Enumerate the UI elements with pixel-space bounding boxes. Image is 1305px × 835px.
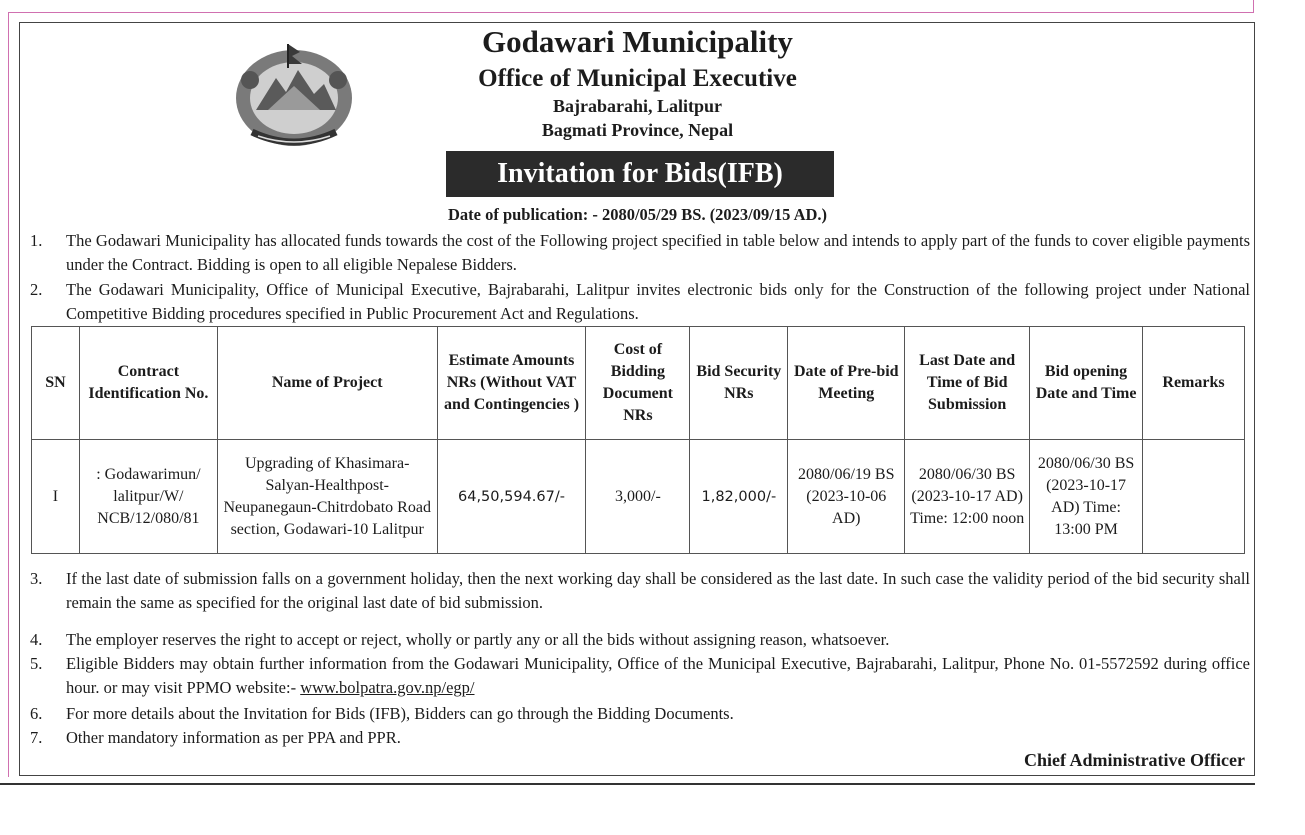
cell-contract-id: : Godawarimun/ lalitpur/W/ NCB/12/080/81 bbox=[79, 440, 217, 554]
header-estimate: Estimate Amounts NRs (Without VAT and Contingencies ) bbox=[437, 327, 586, 440]
item-number: 5. bbox=[30, 654, 43, 673]
header-contract-id: Contract Identification No. bbox=[79, 327, 217, 440]
header-bid-opening: Bid opening Date and Time bbox=[1030, 327, 1143, 440]
item-text: For more details about the Invitation for Bids (IFB), Bidders can go through the Bidding Documents. bbox=[66, 704, 734, 723]
item-text: The Godawari Municipality, Office of Municipal Executive, Bajrabarahi, Lalitpur invites electronic bids only for the Construction of the following project under National Competitive Bidding procedures specified in Public Procurement Act and Regulations. bbox=[66, 280, 1250, 323]
organization-name: Godawari Municipality bbox=[482, 24, 793, 59]
item-text-body: Eligible Bidders may obtain further information from the Godawari Municipality, Office of the Municipal Executive, Bajrabarahi, Lalitpur, Phone No. 01-5572592 during office hour. or may visit PPMO website:- bbox=[66, 654, 1250, 697]
item-number: 1. bbox=[30, 231, 43, 250]
header-remarks: Remarks bbox=[1143, 327, 1245, 440]
item-text: The employer reserves the right to accept or reject, wholly or partly any or all the bids without assigning reason, whatsoever. bbox=[66, 630, 890, 649]
item-number: 3. bbox=[30, 569, 43, 588]
item-text: Other mandatory information as per PPA and PPR. bbox=[66, 728, 401, 747]
header-project-name: Name of Project bbox=[217, 327, 437, 440]
header-bid-security: Bid Security NRs bbox=[690, 327, 788, 440]
list-item bbox=[30, 628, 1250, 652]
item-number: 6. bbox=[30, 704, 43, 723]
cell-estimate: 64,50,594.67/- bbox=[437, 440, 586, 554]
list-item bbox=[30, 229, 1250, 277]
header-document-cost: Cost of Bidding Document NRs bbox=[586, 327, 690, 440]
bids-table bbox=[31, 326, 1245, 554]
frame-line-right bbox=[1253, 0, 1254, 12]
header-prebid-meeting: Date of Pre-bid Meeting bbox=[788, 327, 905, 440]
signature-title: Chief Administrative Officer bbox=[1024, 750, 1245, 770]
table-header-row bbox=[32, 327, 1245, 440]
list-item bbox=[30, 652, 1250, 700]
list-item bbox=[30, 278, 1250, 326]
bottom-rule bbox=[0, 783, 1255, 785]
cell-remarks bbox=[1143, 440, 1245, 554]
item-number: 2. bbox=[30, 280, 43, 299]
ppmo-website-link[interactable]: www.bolpatra.gov.np/egp/ bbox=[300, 678, 475, 697]
office-name: Office of Municipal Executive bbox=[478, 65, 797, 92]
address-line-2: Bagmati Province, Nepal bbox=[541, 120, 734, 140]
cell-sn: I bbox=[32, 440, 80, 554]
cell-last-date: 2080/06/30 BS (2023-10-17 AD) Time: 12:00 noon bbox=[905, 440, 1030, 554]
cell-prebid-meeting: 2080/06/19 BS (2023-10-06 AD) bbox=[788, 440, 905, 554]
cell-bid-opening: 2080/06/30 BS (2023-10-17 AD) Time: 13:00 PM bbox=[1030, 440, 1143, 554]
frame-line-top bbox=[8, 12, 1254, 13]
item-number: 4. bbox=[30, 630, 43, 649]
item-text: The Godawari Municipality has allocated funds towards the cost of the Following project specified in table below and intends to apply part of the funds to cover eligible payments under the Contract. Bidding is open to all eligible Nepalese Bidders. bbox=[66, 231, 1250, 274]
list-item bbox=[30, 726, 1250, 750]
item-text: If the last date of submission falls on a government holiday, then the next working day shall be considered as the last date. In such case the validity period of the bid security shall remain the same as specified for the original last date of bid submission. bbox=[66, 569, 1250, 612]
cell-document-cost: 3,000/- bbox=[586, 440, 690, 554]
cell-bid-security: 1,82,000/- bbox=[690, 440, 788, 554]
item-number: 7. bbox=[30, 728, 43, 747]
address-line-1: Bajrabarahi, Lalitpur bbox=[552, 96, 722, 116]
cell-project-name: Upgrading of Khasimara-Salyan-Healthpost-Neupanegaun-Chitrdobato Road section, Godawari-10 Lalitpur bbox=[217, 440, 437, 554]
ifb-banner: Invitation for Bids(IFB) bbox=[446, 151, 834, 197]
table-row bbox=[32, 440, 1245, 554]
item-text bbox=[66, 652, 1250, 700]
header-last-date: Last Date and Time of Bid Submission bbox=[905, 327, 1030, 440]
header-sn: SN bbox=[32, 327, 80, 440]
publication-date: Date of publication: - 2080/05/29 BS. (2023/09/15 AD.) bbox=[447, 205, 828, 224]
list-item bbox=[30, 567, 1250, 615]
list-item bbox=[30, 702, 1250, 726]
